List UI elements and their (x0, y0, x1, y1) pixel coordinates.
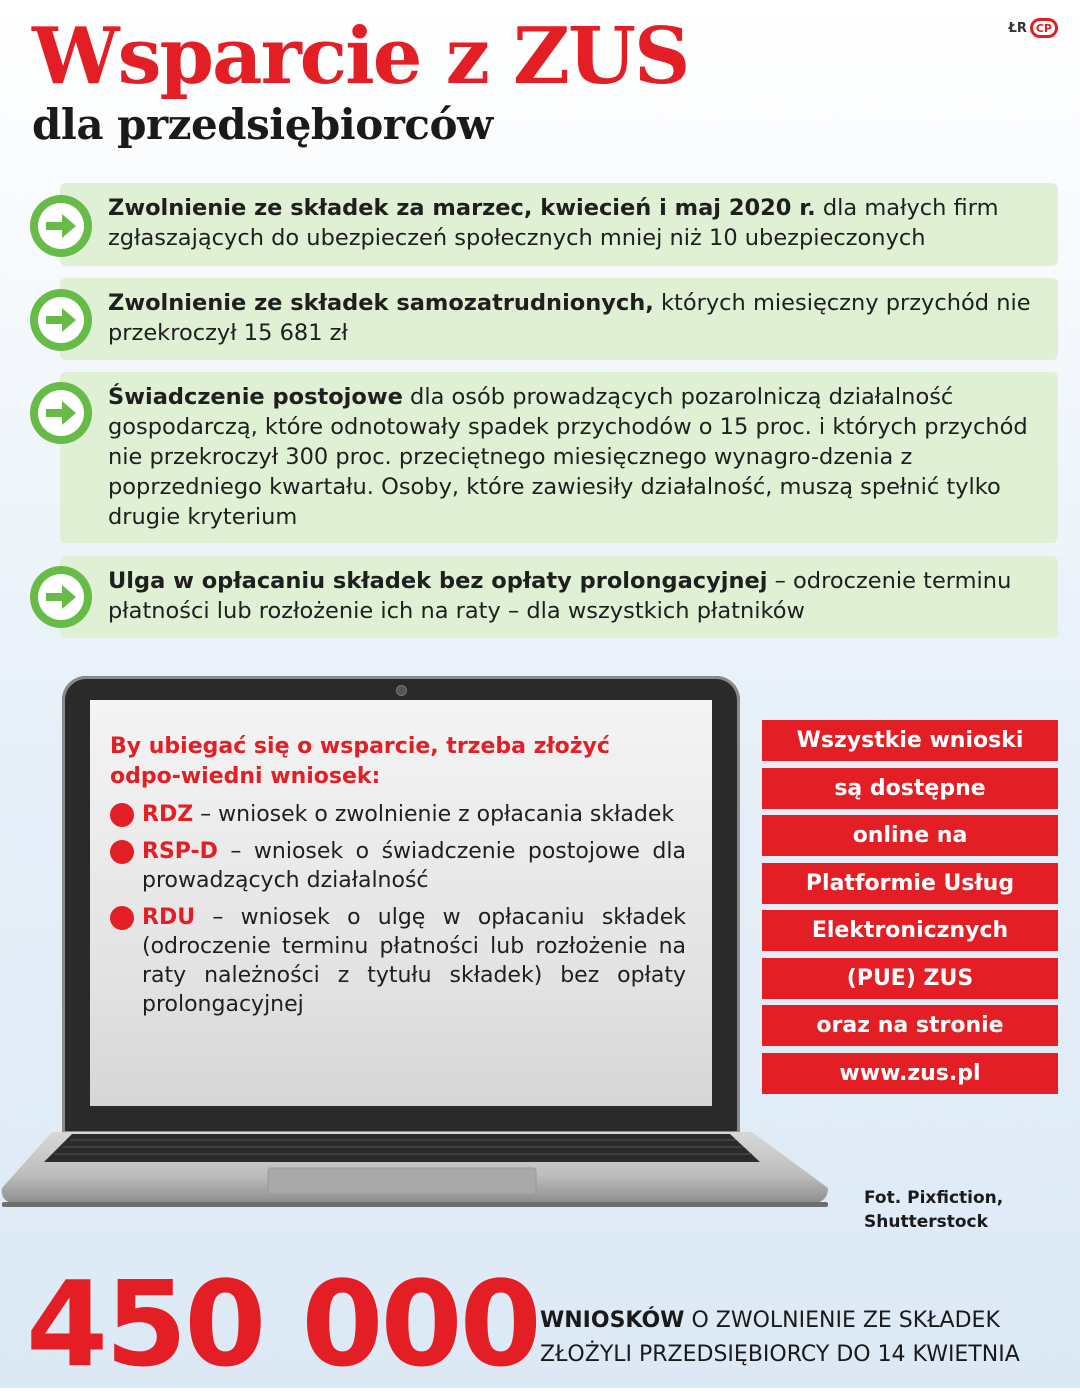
benefit-title: Ulga w opłacaniu składek bez opłaty prolongacyjnej (108, 568, 768, 594)
bullet-dot-icon (110, 840, 134, 864)
page-subtitle: dla przedsiębiorców (32, 100, 493, 149)
benefit-title: Zwolnienie ze składek za marzec, kwiecień i maj 2020 r. (108, 195, 816, 221)
arrow-right-icon (30, 566, 92, 628)
bullet-dot-icon (110, 906, 134, 930)
request-code: RDU (142, 905, 196, 930)
benefit-text: – odroczenie terminu płatności lub rozłożenie ich na raty – dla wszystkich płatników (108, 568, 1012, 624)
online-availability-box (762, 720, 1058, 1100)
arrow-right-icon (30, 195, 92, 257)
camera-icon (396, 685, 407, 696)
request-item-rdz (110, 800, 686, 829)
online-line: www.zus.pl (762, 1053, 1058, 1094)
benefit-item-3 (60, 372, 1058, 543)
online-line: są dostępne (762, 768, 1058, 809)
benefit-text: których miesięczny przychód nie przekroczył 15 681 zł (108, 290, 1031, 346)
online-line: oraz na stronie (762, 1005, 1058, 1046)
request-text: – wniosek o świadczenie postojowe dla prowadzących działalność (142, 839, 686, 893)
stat-number: 450 000 (26, 1255, 539, 1393)
publisher-credit (1009, 18, 1059, 38)
request-code: RDZ (142, 802, 194, 827)
request-code: RSP-D (142, 839, 218, 864)
online-line: Platformie Usług (762, 863, 1058, 904)
screen-heading: By ubiegać się o wsparcie, trzeba złożyć odpo-wiedni wniosek: (110, 734, 610, 789)
photo-credit-line: Shutterstock (864, 1212, 988, 1232)
photo-credit-line: Fot. Pixfiction, (864, 1188, 1004, 1208)
photo-credit (864, 1186, 1003, 1234)
arrow-right-icon (30, 382, 92, 444)
laptop-base (0, 1118, 830, 1210)
request-item-rdu (110, 903, 686, 1019)
bullet-dot-icon (110, 803, 134, 827)
author-initials: ŁR (1008, 20, 1027, 36)
arrow-right-icon (30, 289, 92, 351)
laptop-illustration (62, 676, 740, 1134)
benefit-item-2 (60, 278, 1058, 360)
benefit-text: dla osób prowadzących pozarolniczą działalność gospodarczą, które odnotowały spadek przychodów o 15 proc. i których przychód nie przekroczył 300 proc. przeciętnego miesięcznego wynagro-dzenia z poprzedniego kwartału. Osoby, które zawiesiły działalność, muszą spełnić tylko drugie kryterium (108, 384, 1028, 530)
benefit-item-1 (60, 183, 1058, 266)
online-line: Wszystkie wnioski (762, 720, 1058, 761)
stat-caption-bold: WNIOSKÓW (540, 1308, 685, 1333)
benefit-item-4 (60, 556, 1058, 638)
benefit-title: Zwolnienie ze składek samozatrudnionych, (108, 290, 654, 316)
stat-caption-rest: O ZWOLNIENIE ZE SKŁADEK (684, 1308, 1000, 1333)
stat-caption (540, 1304, 1020, 1372)
online-line: Elektronicznych (762, 910, 1058, 951)
request-text: – wniosek o ulgę w opłacaniu składek (odroczenie terminu płatności lub rozłożenie na raty należności z tytułu składek) bez opłaty prolongacyjnej (142, 905, 686, 1017)
request-item-rsp-d (110, 837, 686, 895)
stat-caption-line2: ZŁOŻYLI PRZEDSIĘBIORCY DO 14 KWIETNIA (540, 1342, 1020, 1367)
publisher-logo: CP (1033, 18, 1058, 38)
online-line: online na (762, 815, 1058, 856)
laptop-screen (90, 700, 712, 1106)
request-text: – wniosek o zwolnienie z opłacania składek (193, 802, 675, 827)
page-title: Wsparcie z ZUS (32, 11, 689, 102)
benefit-text: dla małych firm zgłaszających do ubezpieczeń społecznych mniej niż 10 ubezpieczonych (108, 195, 999, 251)
benefit-title: Świadczenie postojowe (108, 384, 403, 410)
online-line: (PUE) ZUS (762, 958, 1058, 999)
